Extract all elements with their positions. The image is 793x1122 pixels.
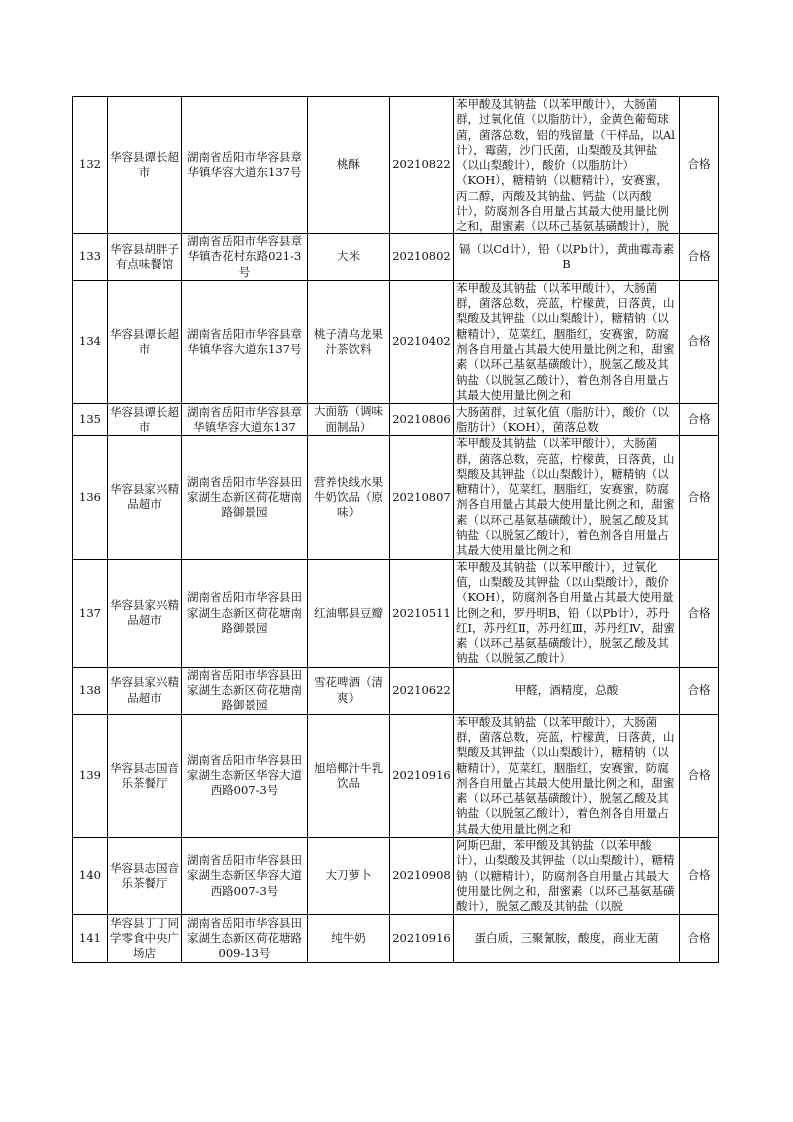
test-items [454,667,680,714]
production-date: 20210916 [390,714,454,837]
shop-address-text: 湖南省岳阳市华容县章华镇华容大道东137 [187,404,302,435]
production-date: 20210806 [390,404,454,436]
shop-address [182,404,308,436]
test-items [454,914,680,962]
table-row [73,280,719,403]
shop-address: 湖南省岳阳市华容县章华镇杏花村东路021-3号 [182,234,308,281]
test-items [454,404,680,436]
table-row [73,914,719,962]
product-name: 营养快线水果牛奶饮品（原味） [308,436,390,559]
test-result: 合格 [680,559,719,667]
test-items-text: 苯甲酸及其钠盐（以苯甲酸计），大肠菌群，菌落总数，亮蓝，柠檬黄，日落黄，山梨酸及其钾盐（以山梨酸计），糖精钠（以糖精计），苋菜红，胭脂红，安赛蜜，防腐剂各自用量占其最大使用量比例之和，甜蜜素（以环己基氨基磺酸计），脱氢乙酸及其钠盐（以脱氢乙酸计），着色剂各自用量占其最大使用量比例之和 [456,714,675,836]
shop-name [108,404,182,436]
production-date: 20210908 [390,837,454,914]
production-date: 20210622 [390,667,454,714]
row-number: 140 [73,837,108,914]
product-name: 纯牛奶 [308,914,390,962]
shop-name: 华容县谭长超市 [108,280,182,403]
shop-address: 湖南省岳阳市华容县章华镇华容大道东137号 [182,280,308,403]
test-result: 合格 [680,234,719,281]
test-result: 合格 [680,280,719,403]
product-name: 红油郫县豆瓣 [308,559,390,667]
test-items [454,234,680,281]
test-result: 合格 [680,404,719,436]
row-number: 139 [73,714,108,837]
shop-name: 华容县胡胖子有点味餐馆 [108,234,182,281]
shop-address: 湖南省岳阳市华容县章华镇华容大道东137号 [182,97,308,234]
test-items-text: 蛋白质，三聚氰胺，酸度，商业无菌 [474,930,659,945]
test-items-text: 苯甲酸及其钠盐（以苯甲酸计），过氧化值，山梨酸及其钾盐（以山梨酸计），酸价（KOH），防腐剂各自用量占其最大使用量比例之和，罗丹明B，铅（以Pb计），苏丹红Ⅰ，苏丹红Ⅱ，苏丹红Ⅲ，苏丹红Ⅳ，甜蜜素（以环己基氨基磺酸计），脱氢乙酸及其钠盐（以脱氢乙酸计） [456,559,675,666]
test-result: 合格 [680,436,719,559]
shop-name: 华容县志国音乐茶餐厅 [108,837,182,914]
table-row [73,714,719,837]
test-items-text: 阿斯巴甜，苯甲酸及其钠盐（以苯甲酸计），山梨酸及其钾盐（以山梨酸计），糖精钠（以糖精计），防腐剂各自用量占其最大使用量比例之和，甜蜜素（以环己基氨基磺酸计），脱氢乙酸及其钠盐（以脱 [456,837,675,914]
product-name: 旭培椰汁牛乳饮品 [308,714,390,837]
row-number: 132 [73,97,108,234]
inspection-results-table [72,96,719,963]
shop-address: 湖南省岳阳市华容县田家湖生态新区荷花塘南路御景园 [182,559,308,667]
product-name: 桃酥 [308,97,390,234]
table-row [73,436,719,559]
table-row [73,667,719,714]
product-name: 大米 [308,234,390,281]
shop-name: 华容县丁丁同学零食中央广场店 [108,914,182,962]
test-items [454,280,680,403]
row-number: 135 [73,404,108,436]
table-row [73,559,719,667]
shop-name: 华容县家兴精品超市 [108,436,182,559]
production-date: 20210807 [390,436,454,559]
table-row [73,234,719,281]
shop-name: 华容县家兴精品超市 [108,667,182,714]
product-name: 大刀萝卜 [308,837,390,914]
product-name: 雪花啤酒（清爽） [308,667,390,714]
production-date: 20210822 [390,97,454,234]
shop-address: 湖南省岳阳市华容县田家湖生态新区荷花塘南路御景园 [182,436,308,559]
shop-name: 华容县家兴精品超市 [108,559,182,667]
production-date: 20210802 [390,234,454,281]
test-result: 合格 [680,837,719,914]
table-row [73,837,719,914]
table-row [73,97,719,234]
production-date: 20210402 [390,280,454,403]
row-number: 138 [73,667,108,714]
shop-name: 华容县谭长超市 [108,97,182,234]
test-items-text: 镉（以Cd计），铅（以Pb计），黄曲霉毒素B [458,241,675,271]
test-items-text: 大肠菌群，过氧化值（脂肪计），酸价（以脂肪计）（KOH），菌落总数 [456,404,669,435]
row-number: 136 [73,436,108,559]
test-items [454,714,680,837]
production-date: 20210511 [390,559,454,667]
shop-name-text: 华容县谭长超市 [110,404,179,435]
shop-address: 湖南省岳阳市华容县田家湖生态新区华容大道西路007-3号 [182,837,308,914]
product-name: 桃子清乌龙果汁茶饮料 [308,280,390,403]
test-result: 合格 [680,914,719,962]
row-number: 133 [73,234,108,281]
shop-name: 华容县志国音乐茶餐厅 [108,714,182,837]
test-result: 合格 [680,714,719,837]
test-items-text: 苯甲酸及其钠盐（以苯甲酸计），大肠菌群，过氧化值（以脂肪计），金黄色葡萄球菌，菌落总数，铝的残留量（干样品，以Al计），霉菌，沙门氏菌，山梨酸及其钾盐（以山梨酸计），酸价（以脂肪计）（KOH），糖精钠（以糖精计），安赛蜜，丙二醇，丙酸及其钠盐、钙盐（以丙酸计），防腐剂各自用量占其最大使用量比例之和，甜蜜素（以环己基氨基磺酸计），脱 [456,97,675,233]
row-number: 134 [73,280,108,403]
test-items [454,559,680,667]
test-items-text: 苯甲酸及其钠盐（以苯甲酸计），大肠菌群，菌落总数，亮蓝，柠檬黄，日落黄，山梨酸及其钾盐（以山梨酸计），糖精钠（以糖精计），苋菜红，胭脂红，安赛蜜，防腐剂各自用量占其最大使用量比例之和，甜蜜素（以环己基氨基磺酸计），脱氢乙酸及其钠盐（以脱氢乙酸计），着色剂各自用量占其最大使用量比例之和 [456,280,675,402]
test-items-text: 苯甲酸及其钠盐（以苯甲酸计），大肠菌群，菌落总数，亮蓝，柠檬黄，日落黄，山梨酸及其钾盐（以山梨酸计），糖精钠（以糖精计），苋菜红，胭脂红，安赛蜜，防腐剂各自用量占其最大使用量比例之和，甜蜜素（以环己基氨基磺酸计），脱氢乙酸及其钠盐（以脱氢乙酸计），着色剂各自用量占其最大使用量比例之和 [456,436,675,558]
shop-address: 湖南省岳阳市华容县田家湖生态新区荷花塘路009-13号 [182,914,308,962]
row-number: 137 [73,559,108,667]
test-result: 合格 [680,667,719,714]
test-items [454,97,680,234]
test-items-text: 甲醛，酒精度，总酸 [514,683,619,698]
test-result: 合格 [680,97,719,234]
test-items [454,837,680,914]
shop-address: 湖南省岳阳市华容县田家湖生态新区华容大道西路007-3号 [182,714,308,837]
test-items [454,436,680,559]
row-number: 141 [73,914,108,962]
production-date: 20210916 [390,914,454,962]
shop-address: 湖南省岳阳市华容县田家湖生态新区荷花塘南路御景园 [182,667,308,714]
table-row [73,404,719,436]
product-name: 大面筋（调味面制品） [308,404,390,436]
